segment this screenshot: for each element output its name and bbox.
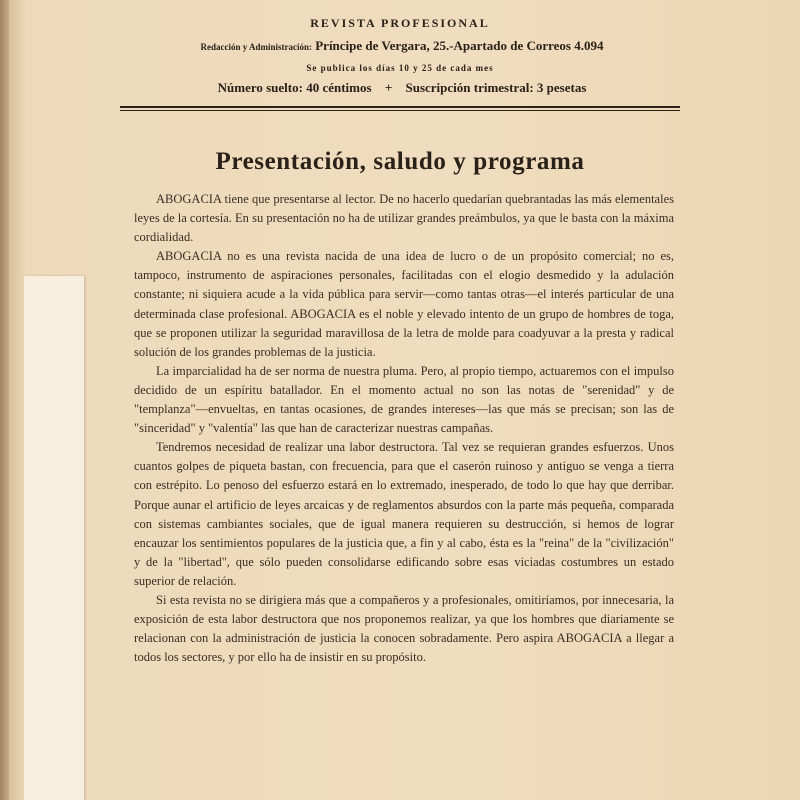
publish-note: Se publica los días 10 y 25 de cada mes	[306, 63, 494, 73]
article-body	[134, 190, 674, 667]
price-line	[112, 80, 692, 96]
article-paragraph: Si esta revista no se dirigiera más que a compañeros y a profesionales, omitiríamos, por innecesaria, la exposición de esta labor destructora que nos proponemos realizar, ya que los hombres que diariamente se relacionan con la administración de justicia la conocen sobradamente. Pero aspira ABOGACIA a llegar a todos los sectores, y por ello ha de insistir en su propósito.	[134, 592, 674, 665]
administration-line	[112, 38, 692, 54]
paper-slip	[24, 276, 84, 800]
article-paragraph: Tendremos necesidad de realizar una labor destructora. Tal vez se requieran grandes esfuerzos. Unos cuantos golpes de piqueta bastan, con frecuencia, para que el caserón ruinoso y antiguo se venga a tierra con estrépito. Lo penoso del esfuerzo estará en lo extremado, inesperado, de todo lo que hay que derribar. Porque aunar el artificio de leyes arcaicas y de reglamentos absurdos con la parte más pequeña, comparada con sistemas cambiantes sociales, que de igual manera requieren su destrucción, si hemos de lograr encauzar los sentimientos populares de la justicia que, a fin y al cabo, ésta es la "reina" de la "civilización" y de la "libertad", que sólo pueden consolidarse edificando sobre esas viciadas costumbres un estado superior de relación.	[134, 440, 674, 588]
masthead-rule	[120, 106, 680, 111]
admin-prefix: Redacción y Administración:	[200, 42, 312, 52]
article-paragraph: La imparcialidad ha de ser norma de nuestra pluma. Pero, al propio tiempo, actuaremos con el impulso decidido de un espíritu batallador. En el momento actual no son las notas de "serenidad" y de "templanza"—envueltas, en tantas ocasiones, de grandes intereses—las que más se precisan; son las de "sinceridad" y "valentía" las que han de caracterizar nuestras campañas.	[134, 363, 674, 436]
article-paragraph: ABOGACIA tiene que presentarse al lector. De no hacerlo quedarían quebrantadas las más elementales leyes de la cortesía. En su presentación no ha de utilizar grandes preámbulos, ya que le basta con la máxima cordialidad.	[134, 192, 674, 245]
masthead-subtitle: REVISTA PROFESIONAL	[310, 16, 490, 30]
price-single: Número suelto: 40 céntimos	[217, 80, 372, 95]
price-subscription: Suscripción trimestral: 3 pesetas	[405, 80, 587, 95]
article-paragraph: ABOGACIA no es una revista nacida de una idea de lucro o de un propósito comercial; no es, tampoco, instrumento de aspiraciones personales, facilitadas con el elogio desmedido y la adulación constante; ni siquiera acude a la vida pública para servir—como tantas otras—el interés particular de una determinada clase profesional. ABOGACIA es el noble y elevado intento de un grupo de hombres de toga, que se proponen utilizar la seguridad maravillosa de la letra de molde para coadyuvar a la presta y radical solución de los grandes problemas de la justicia.	[134, 249, 674, 359]
binding-margin	[0, 0, 9, 800]
price-separator: +	[384, 80, 393, 95]
admin-address: Príncipe de Vergara, 25.-Apartado de Correos 4.094	[315, 38, 604, 53]
article-headline: Presentación, saludo y programa	[215, 148, 585, 175]
